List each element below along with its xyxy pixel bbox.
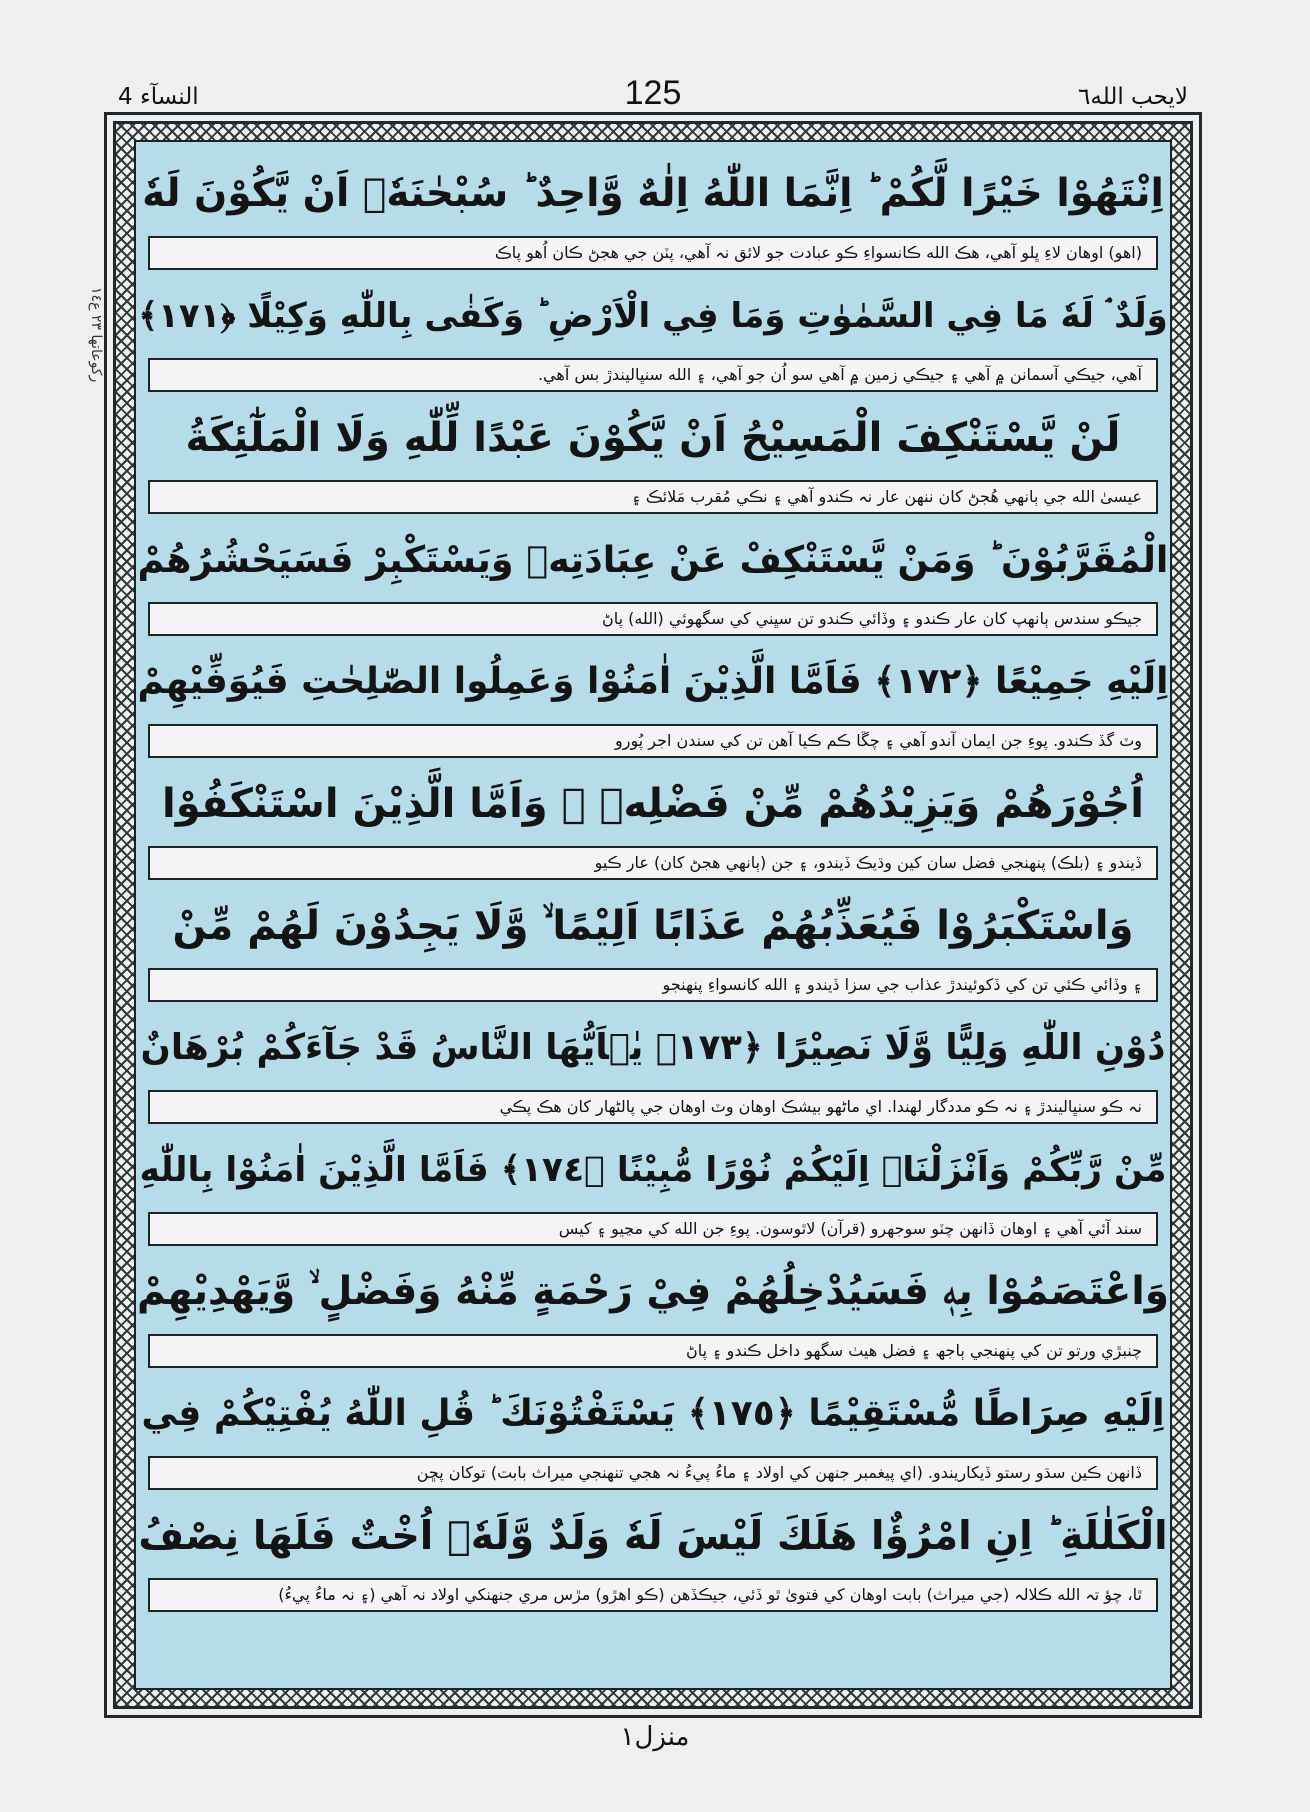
translation-line: وٽ گڏ ڪندو. پوءِ جن ايمان آندو آھي ۽ چڱا ڪم ڪيا آھن تن کي سندن اجر پُورو <box>148 724 1158 758</box>
arabic-line: اُجُوْرَهُمْ وَيَزِيْدُهُمْ مِّنْ فَضْلِهٖ ۚ وَاَمَّا الَّذِيْنَ اسْتَنْكَفُوْا <box>162 781 1144 827</box>
arabic-line: وَاعْتَصَمُوْا بِهٖ فَسَيُدْخِلُهُمْ فِيْ رَحْمَةٍ مِّنْهُ وَفَضْلٍ ۙ وَّيَهْدِيْهِمْ <box>137 1269 1169 1314</box>
translation-line: ڏيندو ۽ (بلڪ) پنھنجي فضل سان کين وڌيڪ ڏيندو، ۽ جن (ٻانھي ھجڻ کان) عار ڪيو <box>148 846 1158 880</box>
surah-name: النسآء 4 <box>118 84 199 110</box>
ruku-marker: ركوعاتها ٢٣ ع١٤ <box>88 286 104 382</box>
arabic-line: الْكَلٰلَةِ ؕ اِنِ امْرُؤٌا هَلَكَ لَيْسَ لَهٗ وَلَدٌ وَّلَهٗۤ اُخْتٌ فَلَهَا نِصْفُ <box>138 1513 1168 1559</box>
arabic-line: وَلَدٌ ۘ لَهٗ مَا فِي السَّمٰوٰتِ وَمَا فِي الْاَرْضِ ؕ وَكَفٰى بِاللّٰهِ وَكِيْلًا ﴿١٧١﴾ <box>138 296 1168 336</box>
juz-name: لايحب الله٦ <box>1078 84 1188 110</box>
translation-line: نہ ڪو سنڀاليندڙ ۽ نہ ڪو مددگار لھندا. اي ماڻھو بيشڪ اوھان وٽ اوھان جي پالڻھار کان ھڪ پڪي <box>148 1090 1158 1124</box>
translation-line: چنبڙي ورتو تن کي پنھنجي ٻاجھ ۽ فضل ھيٺ سگھو داخل ڪندو ۽ پاڻ <box>148 1334 1158 1368</box>
arabic-line: لَنْ يَّسْتَنْكِفَ الْمَسِيْحُ اَنْ يَّكُوْنَ عَبْدًا لِّلّٰهِ وَلَا الْمَلٰٓئِكَةُ <box>185 415 1121 461</box>
translation-line: ڏانھن ڪين سڌو رستو ڏيکاريندو. (اي پيغمبر جنھن کي اولاد ۽ ماءُ پيءُ نہ ھجي تنھنجي ميراث بابت) توکان پڇن <box>148 1456 1158 1490</box>
decorative-border <box>113 121 1193 1709</box>
page-frame <box>104 112 1202 1718</box>
arabic-line: وَاسْتَكْبَرُوْا فَيُعَذِّبُهُمْ عَذَابًا اَلِيْمًا ۙ وَّلَا يَجِدُوْنَ لَهُمْ مِّنْ <box>172 903 1134 949</box>
text-panel <box>134 140 1172 1690</box>
page-number: 125 <box>624 74 682 112</box>
translation-line: جيڪو سندس ٻانهپ کان عار ڪندو ۽ وڏائي ڪندو تن سڀني کي سگهوئي (الله) پاڻ <box>148 602 1158 636</box>
arabic-line: الْمُقَرَّبُوْنَ ؕ وَمَنْ يَّسْتَنْكِفْ عَنْ عِبَادَتِهٖ وَيَسْتَكْبِرْ فَسَيَحْشُرُهُمْ <box>137 538 1169 581</box>
translation-line: عيسىٰ الله جي ٻانھي ھُجڻ کان ننھن عار نہ ڪندو آھي ۽ نڪي مُقرب مَلائڪ ۽ <box>148 480 1158 514</box>
arabic-line: دُوْنِ اللّٰهِ وَلِيًّا وَّلَا نَصِيْرًا ﴿١٧٣﴾ يٰۤاَيُّهَا النَّاسُ قَدْ جَآءَكُمْ بُرْهَانٌ <box>140 1027 1166 1068</box>
translation-line: ٿا، چؤ تہ الله ڪلالہ (جي ميراث) بابت اوھان کي فتوىٰ ٿو ڏئي، جيڪڏھن (ڪو اھڙو) مڙس مري جنھنکي اولاد نہ آھي (۽ نہ ماءُ پيءُ) <box>148 1578 1158 1612</box>
manzil-marker: منزل١ <box>620 1722 690 1752</box>
arabic-line: اِلَيْهِ جَمِيْعًا ﴿١٧٢﴾ فَاَمَّا الَّذِيْنَ اٰمَنُوْا وَعَمِلُوا الصّٰلِحٰتِ فَيُوَفِّيْهِمْ <box>137 661 1169 702</box>
arabic-line: اِنْتَهُوْا خَيْرًا لَّكُمْ ؕ اِنَّمَا اللّٰهُ اِلٰهٌ وَّاحِدٌ ؕ سُبْحٰنَهٗۤ اَنْ يَّكُوْنَ لَهٗ <box>142 171 1164 216</box>
arabic-line: اِلَيْهِ صِرَاطًا مُّسْتَقِيْمًا ﴿١٧٥﴾ يَسْتَفْتُوْنَكَ ؕ قُلِ اللّٰهُ يُفْتِيْكُمْ فِي <box>141 1393 1165 1434</box>
translation-line: ۽ وڏائي ڪئي تن کي ڏکوئيندڙ عذاب جي سزا ڏيندو ۽ الله کانسواءِ پنھنجو <box>148 968 1158 1002</box>
translation-line: سند آئي آھي ۽ اوھان ڏانھن چٽو سوجھرو (قرآن) لاٿوسون. پوءِ جن الله کي مڃيو ۽ کيس <box>148 1212 1158 1246</box>
arabic-line: مِّنْ رَّبِّكُمْ وَاَنْزَلْنَاۤ اِلَيْكُمْ نُوْرًا مُّبِيْنًا ﴿١٧٤﴾ فَاَمَّا الَّذِيْنَ اٰمَنُوْا بِاللّٰهِ <box>139 1150 1167 1190</box>
translation-line: آھي، جيڪي آسمانن ۾ آھي ۽ جيڪي زمين ۾ آھي سو اُن جو آھي، ۽ الله سنڀاليندڙ بس آھي. <box>148 358 1158 392</box>
translation-line: (اھو) اوھان لاءِ ڀلو آھي، ھڪ الله ڪانسواءِ ڪو عبادت جو لائق نہ آھي، پٽن جي ھجڻ ڪان اُھو پاڪ <box>148 236 1158 270</box>
